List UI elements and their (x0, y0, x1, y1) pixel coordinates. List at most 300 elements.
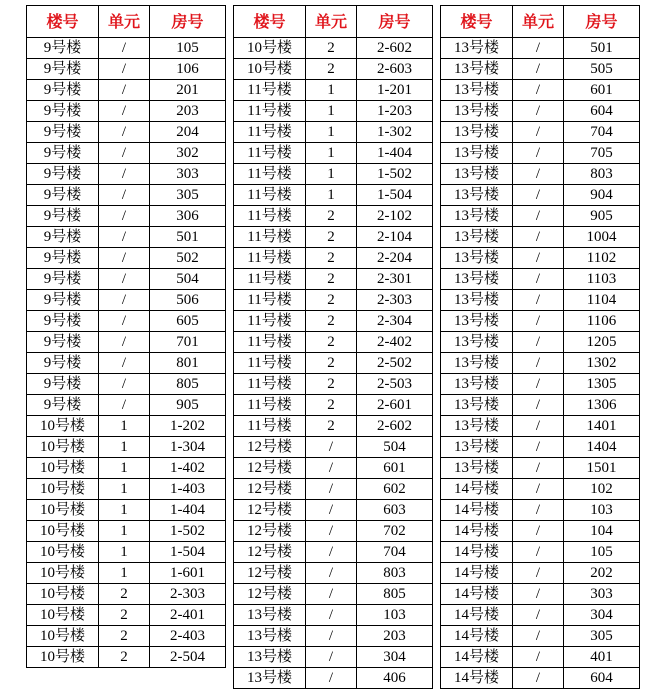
table-row (441, 374, 640, 395)
cell-unit: / (99, 164, 150, 185)
table-row (441, 269, 640, 290)
cell-unit: / (513, 647, 564, 668)
cell-building: 13号楼 (441, 395, 513, 416)
cell-unit: / (306, 542, 357, 563)
table-row (27, 521, 226, 542)
cell-building: 13号楼 (441, 290, 513, 311)
table-row (234, 584, 433, 605)
cell-unit: 2 (99, 626, 150, 647)
table-row (234, 332, 433, 353)
table-row (441, 290, 640, 311)
table-row (234, 122, 433, 143)
table-row (234, 248, 433, 269)
cell-unit: / (99, 143, 150, 164)
cell-unit: 2 (306, 353, 357, 374)
cell-building: 11号楼 (234, 122, 306, 143)
cell-unit: 2 (99, 605, 150, 626)
cell-unit: 2 (306, 206, 357, 227)
table-row (234, 101, 433, 122)
cell-building: 12号楼 (234, 542, 306, 563)
table-row (27, 311, 226, 332)
cell-unit: 1 (99, 416, 150, 437)
cell-unit: / (99, 206, 150, 227)
table-row (441, 227, 640, 248)
cell-building: 11号楼 (234, 269, 306, 290)
table-row (441, 353, 640, 374)
cell-unit: / (99, 269, 150, 290)
cell-building: 10号楼 (27, 605, 99, 626)
table-row (27, 584, 226, 605)
cell-room: 704 (357, 542, 433, 563)
cell-building: 9号楼 (27, 353, 99, 374)
cell-building: 11号楼 (234, 332, 306, 353)
cell-room: 805 (357, 584, 433, 605)
table-row (441, 479, 640, 500)
cell-building: 9号楼 (27, 290, 99, 311)
cell-room: 905 (564, 206, 640, 227)
table-row (441, 647, 640, 668)
table-row (27, 248, 226, 269)
cell-unit: 2 (306, 248, 357, 269)
cell-unit: / (513, 80, 564, 101)
cell-building: 9号楼 (27, 185, 99, 206)
cell-room: 1-201 (357, 80, 433, 101)
room-table-1 (26, 5, 226, 668)
cell-unit: / (306, 605, 357, 626)
cell-building: 11号楼 (234, 185, 306, 206)
cell-building: 14号楼 (441, 647, 513, 668)
cell-building: 9号楼 (27, 248, 99, 269)
table-row (27, 143, 226, 164)
table-row (27, 101, 226, 122)
cell-unit: / (513, 59, 564, 80)
cell-room: 604 (564, 668, 640, 689)
cell-room: 1-203 (357, 101, 433, 122)
table-row (234, 143, 433, 164)
cell-building: 13号楼 (441, 185, 513, 206)
cell-unit: / (99, 374, 150, 395)
cell-building: 12号楼 (234, 437, 306, 458)
table-row (234, 563, 433, 584)
cell-room: 1-304 (150, 437, 226, 458)
table-row (234, 206, 433, 227)
cell-building: 13号楼 (441, 332, 513, 353)
cell-room: 704 (564, 122, 640, 143)
cell-building: 11号楼 (234, 290, 306, 311)
cell-room: 406 (357, 668, 433, 689)
table-row (27, 269, 226, 290)
cell-unit: 2 (306, 269, 357, 290)
cell-room: 905 (150, 395, 226, 416)
cell-building: 9号楼 (27, 122, 99, 143)
table-row (27, 647, 226, 668)
cell-building: 13号楼 (234, 647, 306, 668)
cell-room: 105 (150, 38, 226, 59)
cell-building: 9号楼 (27, 206, 99, 227)
header-unit: 单元 (306, 6, 357, 38)
table-row (234, 416, 433, 437)
cell-building: 9号楼 (27, 311, 99, 332)
cell-unit: / (513, 395, 564, 416)
cell-unit: / (99, 395, 150, 416)
cell-room: 203 (357, 626, 433, 647)
header-row (27, 6, 226, 38)
cell-room: 505 (564, 59, 640, 80)
table-row (441, 80, 640, 101)
cell-building: 9号楼 (27, 101, 99, 122)
cell-room: 1-404 (150, 500, 226, 521)
cell-building: 13号楼 (234, 626, 306, 647)
cell-building: 11号楼 (234, 374, 306, 395)
cell-room: 304 (357, 647, 433, 668)
table-row (234, 458, 433, 479)
cell-room: 104 (564, 521, 640, 542)
cell-room: 705 (564, 143, 640, 164)
table-row (441, 248, 640, 269)
cell-building: 10号楼 (27, 458, 99, 479)
cell-unit: / (99, 80, 150, 101)
cell-room: 504 (357, 437, 433, 458)
table-row (441, 584, 640, 605)
cell-room: 1102 (564, 248, 640, 269)
table-row (441, 626, 640, 647)
cell-room: 2-104 (357, 227, 433, 248)
table-row (234, 647, 433, 668)
cell-building: 13号楼 (441, 311, 513, 332)
cell-unit: 2 (99, 584, 150, 605)
table-row (27, 479, 226, 500)
cell-building: 12号楼 (234, 479, 306, 500)
header-room: 房号 (564, 6, 640, 38)
cell-unit: / (513, 668, 564, 689)
cell-unit: 1 (99, 500, 150, 521)
cell-room: 702 (357, 521, 433, 542)
cell-unit: / (513, 332, 564, 353)
table-row (441, 185, 640, 206)
cell-unit: / (306, 437, 357, 458)
cell-unit: 1 (99, 437, 150, 458)
table-row (234, 227, 433, 248)
cell-room: 2-403 (150, 626, 226, 647)
cell-room: 2-502 (357, 353, 433, 374)
cell-building: 10号楼 (27, 626, 99, 647)
cell-building: 10号楼 (27, 479, 99, 500)
cell-room: 701 (150, 332, 226, 353)
room-table-3 (440, 5, 640, 689)
cell-building: 11号楼 (234, 311, 306, 332)
cell-building: 10号楼 (27, 521, 99, 542)
table-row (27, 185, 226, 206)
cell-building: 11号楼 (234, 416, 306, 437)
cell-unit: / (513, 122, 564, 143)
header-row (234, 6, 433, 38)
cell-room: 2-503 (357, 374, 433, 395)
cell-building: 13号楼 (441, 353, 513, 374)
table-row (441, 38, 640, 59)
header-unit: 单元 (513, 6, 564, 38)
cell-building: 9号楼 (27, 269, 99, 290)
cell-unit: 2 (306, 332, 357, 353)
cell-building: 10号楼 (27, 647, 99, 668)
cell-unit: 2 (306, 311, 357, 332)
table-row (234, 164, 433, 185)
table-row (27, 206, 226, 227)
table-row (441, 332, 640, 353)
table-row (27, 542, 226, 563)
cell-room: 2-401 (150, 605, 226, 626)
cell-unit: / (99, 332, 150, 353)
table-row (234, 185, 433, 206)
cell-building: 9号楼 (27, 38, 99, 59)
cell-unit: 2 (306, 290, 357, 311)
cell-unit: / (306, 458, 357, 479)
cell-unit: / (306, 479, 357, 500)
table-row (27, 374, 226, 395)
cell-building: 13号楼 (441, 227, 513, 248)
cell-building: 13号楼 (441, 143, 513, 164)
table-row (441, 143, 640, 164)
cell-unit: 1 (99, 479, 150, 500)
cell-room: 1-202 (150, 416, 226, 437)
cell-building: 13号楼 (234, 668, 306, 689)
cell-room: 1-504 (150, 542, 226, 563)
cell-room: 1004 (564, 227, 640, 248)
table-row (441, 668, 640, 689)
cell-unit: / (513, 269, 564, 290)
cell-unit: 1 (99, 521, 150, 542)
table-row (234, 269, 433, 290)
cell-building: 13号楼 (441, 206, 513, 227)
table-row (27, 122, 226, 143)
cell-building: 13号楼 (441, 458, 513, 479)
cell-building: 13号楼 (234, 605, 306, 626)
cell-unit: / (513, 164, 564, 185)
cell-room: 1501 (564, 458, 640, 479)
cell-unit: 2 (306, 416, 357, 437)
table-row (27, 59, 226, 80)
cell-unit: 1 (306, 122, 357, 143)
cell-room: 1-404 (357, 143, 433, 164)
cell-unit: / (513, 584, 564, 605)
cell-unit: 2 (306, 59, 357, 80)
cell-building: 11号楼 (234, 227, 306, 248)
table-row (234, 311, 433, 332)
cell-room: 305 (150, 185, 226, 206)
cell-building: 11号楼 (234, 248, 306, 269)
table-row (441, 605, 640, 626)
cell-unit: / (513, 227, 564, 248)
cell-unit: / (513, 101, 564, 122)
cell-building: 13号楼 (441, 248, 513, 269)
cell-unit: / (306, 584, 357, 605)
cell-room: 303 (564, 584, 640, 605)
cell-building: 13号楼 (441, 437, 513, 458)
table-row (234, 437, 433, 458)
cell-room: 501 (564, 38, 640, 59)
cell-unit: 1 (306, 143, 357, 164)
cell-building: 13号楼 (441, 80, 513, 101)
cell-room: 1404 (564, 437, 640, 458)
cell-building: 9号楼 (27, 227, 99, 248)
cell-room: 2-102 (357, 206, 433, 227)
table-row (234, 605, 433, 626)
cell-building: 14号楼 (441, 668, 513, 689)
table-row (27, 332, 226, 353)
table-row (441, 311, 640, 332)
cell-unit: / (513, 437, 564, 458)
cell-room: 1205 (564, 332, 640, 353)
cell-room: 306 (150, 206, 226, 227)
cell-building: 13号楼 (441, 374, 513, 395)
table-row (441, 101, 640, 122)
table-row (441, 563, 640, 584)
cell-room: 1-302 (357, 122, 433, 143)
cell-building: 14号楼 (441, 521, 513, 542)
cell-unit: / (513, 416, 564, 437)
cell-unit: / (513, 500, 564, 521)
cell-building: 10号楼 (27, 500, 99, 521)
cell-room: 2-402 (357, 332, 433, 353)
cell-unit: / (513, 563, 564, 584)
table-row (234, 353, 433, 374)
cell-unit: / (513, 248, 564, 269)
cell-room: 304 (564, 605, 640, 626)
cell-unit: / (306, 521, 357, 542)
cell-unit: / (99, 353, 150, 374)
table-row (234, 500, 433, 521)
cell-building: 9号楼 (27, 143, 99, 164)
table-row (441, 164, 640, 185)
table-row (27, 626, 226, 647)
cell-unit: 2 (306, 395, 357, 416)
table-row (234, 626, 433, 647)
cell-building: 14号楼 (441, 479, 513, 500)
cell-unit: 1 (99, 563, 150, 584)
cell-room: 305 (564, 626, 640, 647)
header-building: 楼号 (441, 6, 513, 38)
cell-unit: 1 (306, 101, 357, 122)
cell-unit: / (513, 38, 564, 59)
cell-room: 1305 (564, 374, 640, 395)
cell-room: 102 (564, 479, 640, 500)
cell-building: 13号楼 (441, 416, 513, 437)
cell-unit: / (99, 227, 150, 248)
table-row (441, 500, 640, 521)
cell-room: 1106 (564, 311, 640, 332)
cell-room: 1-403 (150, 479, 226, 500)
table-row (441, 122, 640, 143)
cell-building: 13号楼 (441, 122, 513, 143)
cell-room: 2-602 (357, 38, 433, 59)
cell-building: 13号楼 (441, 269, 513, 290)
cell-unit: 2 (306, 38, 357, 59)
table-row (441, 458, 640, 479)
cell-room: 1104 (564, 290, 640, 311)
cell-room: 506 (150, 290, 226, 311)
cell-building: 12号楼 (234, 584, 306, 605)
room-table-2 (233, 5, 433, 689)
cell-unit: 1 (306, 164, 357, 185)
table-row (234, 395, 433, 416)
header-unit: 单元 (99, 6, 150, 38)
cell-building: 9号楼 (27, 80, 99, 101)
cell-unit: 2 (99, 647, 150, 668)
cell-unit: / (306, 500, 357, 521)
cell-room: 604 (564, 101, 640, 122)
cell-unit: / (99, 59, 150, 80)
cell-unit: / (99, 185, 150, 206)
cell-unit: / (306, 563, 357, 584)
cell-building: 10号楼 (27, 542, 99, 563)
cell-unit: / (513, 542, 564, 563)
cell-room: 501 (150, 227, 226, 248)
cell-unit: / (99, 290, 150, 311)
cell-room: 2-601 (357, 395, 433, 416)
table-row (234, 290, 433, 311)
cell-room: 2-303 (150, 584, 226, 605)
cell-building: 14号楼 (441, 500, 513, 521)
cell-building: 12号楼 (234, 563, 306, 584)
table-row (441, 59, 640, 80)
cell-building: 9号楼 (27, 374, 99, 395)
table-row (441, 542, 640, 563)
cell-room: 805 (150, 374, 226, 395)
table-row (27, 500, 226, 521)
cell-room: 602 (357, 479, 433, 500)
table-row (234, 59, 433, 80)
cell-room: 1-402 (150, 458, 226, 479)
cell-building: 14号楼 (441, 542, 513, 563)
cell-room: 103 (564, 500, 640, 521)
cell-unit: 1 (99, 458, 150, 479)
cell-room: 302 (150, 143, 226, 164)
cell-building: 11号楼 (234, 80, 306, 101)
table-row (441, 521, 640, 542)
cell-unit: / (513, 353, 564, 374)
cell-unit: / (99, 38, 150, 59)
cell-room: 1103 (564, 269, 640, 290)
cell-building: 13号楼 (441, 38, 513, 59)
cell-building: 13号楼 (441, 101, 513, 122)
cell-room: 502 (150, 248, 226, 269)
cell-room: 603 (357, 500, 433, 521)
cell-room: 1-502 (150, 521, 226, 542)
cell-room: 1-601 (150, 563, 226, 584)
cell-unit: / (99, 122, 150, 143)
cell-room: 2-301 (357, 269, 433, 290)
cell-building: 10号楼 (27, 416, 99, 437)
cell-room: 1-502 (357, 164, 433, 185)
table-row (27, 458, 226, 479)
cell-room: 401 (564, 647, 640, 668)
cell-room: 904 (564, 185, 640, 206)
cell-building: 10号楼 (27, 584, 99, 605)
table-row (27, 227, 226, 248)
table-row (27, 437, 226, 458)
cell-unit: / (306, 668, 357, 689)
cell-building: 10号楼 (27, 437, 99, 458)
cell-room: 303 (150, 164, 226, 185)
cell-unit: 1 (306, 185, 357, 206)
table-row (234, 374, 433, 395)
table-row (234, 542, 433, 563)
cell-unit: / (513, 605, 564, 626)
table-row (234, 38, 433, 59)
cell-building: 14号楼 (441, 584, 513, 605)
cell-room: 103 (357, 605, 433, 626)
cell-unit: 1 (306, 80, 357, 101)
cell-room: 801 (150, 353, 226, 374)
